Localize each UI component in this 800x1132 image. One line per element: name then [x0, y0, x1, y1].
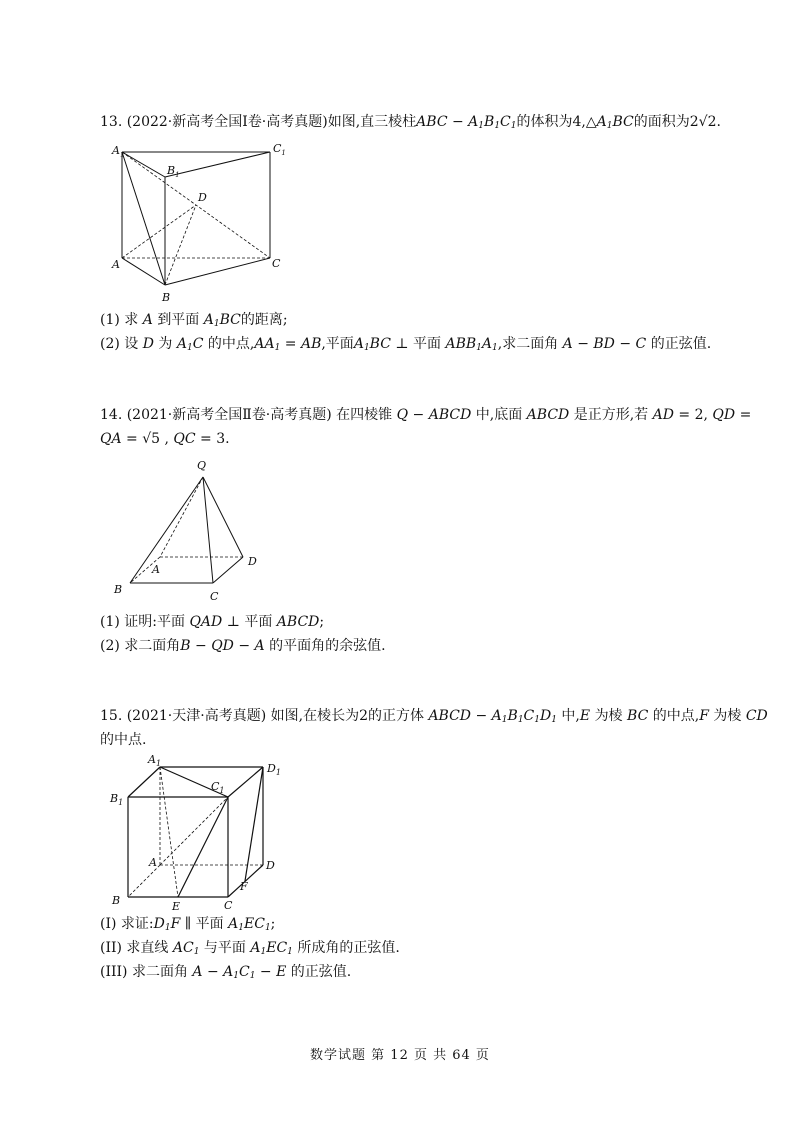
q15-stem-text-b: 中, [561, 708, 580, 724]
q15-math-F: F [699, 708, 709, 724]
q13-label-A: A [112, 258, 120, 271]
q15-stem-text-a: 如图,在棱长为2的正方体 [270, 708, 424, 724]
q13-part1-text-c: 的距离; [240, 312, 288, 328]
q14-label-A: A [152, 563, 160, 576]
q14-label-C: C [210, 590, 219, 603]
q15-part3 [100, 962, 351, 986]
q13-math-ABB1A1: $ABB_1A_1$ [445, 336, 498, 353]
q14-part1-text-c: ; [319, 614, 325, 630]
q13-part1-text-b: 到平面 [157, 312, 200, 328]
q13-part2-text-g: 的正弦值. [650, 336, 712, 352]
q15-part1-text-a: (I) 求证: [100, 916, 154, 932]
q15-label-F: F [240, 880, 248, 893]
q13-math-A1BC: $A_1BC$ [353, 336, 391, 353]
q14-part2-text-a: (2) 求二面角 [100, 638, 181, 654]
q13-part2-text-b: 为 [158, 336, 173, 352]
q14-math-QA: QA [100, 431, 122, 447]
q15-label-D: D [266, 859, 275, 872]
q15-math-cube: ABCD − $A_1B_1C_1D_1$ [428, 708, 557, 725]
q13-number: 13. [100, 114, 123, 130]
q14-math-dihedral: B − QD − A [180, 638, 265, 654]
q14-part1-text-a: (1) 证明:平面 [100, 614, 185, 630]
q15-stem-text-d: 的中点, [652, 708, 700, 724]
q14-part2-text-b: 的平面角的余弦值. [269, 638, 386, 654]
q14-label-Q: Q [197, 459, 207, 472]
q14-label-B: B [114, 583, 123, 596]
q13-stem-text-b: 的体积为4, [516, 114, 586, 130]
q15-math-A1EC1: $A_1EC_1$ [228, 916, 271, 933]
q14-label-D: D [248, 555, 257, 568]
page-footer: 数学试题 第 12 页 共 64 页 [310, 1048, 490, 1063]
q13-part2-text-d: ,平面 [321, 336, 354, 352]
q14-stem-text-b: 中,底面 [475, 407, 523, 423]
q14-math-ABCD: ABCD [276, 614, 320, 630]
q13-stem-text-c: 的面积为 [633, 114, 690, 130]
q15-part3-text-b: 的正弦值. [290, 964, 352, 980]
q13-math-A1C: $A_1C$ [176, 336, 204, 353]
q14-stem-text-a: 在四棱锥 [336, 407, 393, 423]
q13-math-area: 2√2. [689, 114, 721, 130]
q15-part1 [100, 914, 275, 938]
q13-math-triangle: $\triangle A_1BC$ [585, 114, 634, 131]
q15-math-CD: CD [745, 708, 768, 724]
q15-math-AC1: $AC_1$ [172, 940, 200, 957]
q13-stem-line [100, 112, 721, 136]
q14-stem-line2: QA = √5 , QC = 3. [100, 431, 230, 447]
q15-stem-text-f: 的中点. [100, 732, 147, 748]
q15-math-A1EC1-b: $A_1EC_1$ [250, 940, 293, 957]
q13-part2-text-e: 平面 [413, 336, 442, 352]
q13-part2-text-c: 的中点, [207, 336, 255, 352]
q15-number: 15. [100, 708, 123, 724]
q14-source: (2021·新高考全国Ⅱ卷·高考真题) [126, 407, 332, 423]
q14-stem-line1: 14. (2021·新高考全国Ⅱ卷·高考真题) 在四棱锥 Q − ABCD 中,底面 ABCD 是正方形,若 AD = 2, QD = [100, 407, 752, 423]
q15-stem-text-c: 为棱 [594, 708, 623, 724]
q15-label-D1: $D_1$ [267, 762, 281, 777]
q15-stem-text-e: 为棱 [713, 708, 742, 724]
q14-math-base: ABCD [526, 407, 570, 423]
q14-stem-text-c: 是正方形,若 [573, 407, 649, 423]
q15-label-C: C [224, 899, 233, 912]
q14-math-AD: AD [652, 407, 674, 423]
q15-stem-line1 [100, 706, 768, 730]
q13-math-prism: ABC − $A_1B_1C_1$ [416, 114, 517, 131]
q15-label-A: A [149, 856, 157, 869]
q15-figure [108, 752, 288, 912]
q15-part2 [100, 938, 400, 962]
q13-part2-text-a: (2) 设 [100, 336, 139, 352]
q13-math-D: D [142, 336, 154, 352]
q15-stem-line2 [100, 730, 146, 750]
q13-label-A1: $A_1$ [112, 144, 125, 159]
q15-part2-text-a: (II) 求直线 [100, 940, 169, 956]
q13-figure [110, 140, 290, 305]
q13-label-C: C [272, 257, 281, 270]
q15-part1-text-b: ∥ 平面 [184, 916, 224, 932]
q15-math-E: E [579, 708, 591, 724]
q14-number: 14. [100, 407, 123, 423]
q15-math-BC: BC [627, 708, 649, 724]
q13-label-C1: $C_1$ [273, 142, 286, 157]
q14-part2 [100, 636, 386, 656]
q14-part1-text-b: 平面 [244, 614, 273, 630]
q13-label-B1: $B_1$ [167, 164, 180, 179]
q13-part2-text-f: ,求二面角 [497, 336, 559, 352]
q15-label-B1: $B_1$ [110, 792, 124, 807]
q13-math-plane: $A_1BC$ [203, 312, 241, 329]
q15-math-dihedral: $A - A_1C_1 - E$ [192, 964, 287, 981]
q15-source: (2021·天津·高考真题) [126, 708, 267, 724]
q15-math-D1F: $D_1F$ [153, 916, 181, 933]
q14-math-QAD: QAD [189, 614, 223, 630]
q15-part1-text-c: ; [270, 916, 276, 932]
q15-label-C1: $C_1$ [211, 780, 225, 795]
q15-label-E: E [172, 900, 181, 913]
q13-math-dihedral: A − BD − C [562, 336, 647, 352]
q14-figure [110, 455, 270, 605]
q13-math-A: A [142, 312, 153, 328]
q15-label-A1: $A_1$ [148, 753, 162, 768]
q13-part1-text-a: (1) 求 [100, 312, 139, 328]
q13-source: (2022·新高考全国Ⅰ卷·高考真题) [126, 114, 328, 130]
q14-math-pyramid: Q − ABCD [396, 407, 472, 423]
q13-math-eq: $AA_1$ = AB [254, 336, 322, 353]
q14-math-QD: QD [712, 407, 736, 423]
q13-label-B: B [162, 291, 171, 304]
q14-math-QC: QC [173, 431, 196, 447]
q14-part1: (1) 证明:平面 QAD ⊥ 平面 ABCD; [100, 614, 325, 630]
q15-part2-text-c: 所成角的正弦值. [297, 940, 400, 956]
q15-part3-text-a: (III) 求二面角 [100, 964, 188, 980]
q13-label-D: D [198, 191, 207, 204]
q15-label-B: B [112, 894, 121, 907]
q13-part2: (2) 设 D 为 $A_1C$ 的中点$,AA_1$ = AB,平面$A_1BC$ ⊥ 平面 $ABB_1A_1$,求二面角 A − BD − C 的正弦值. [100, 336, 712, 353]
q14-stem-text-d: , [703, 407, 708, 423]
q15-part2-text-b: 与平面 [203, 940, 246, 956]
q13-stem-text-a: 如图,直三棱柱 [327, 114, 417, 130]
q13-part1 [100, 310, 288, 334]
